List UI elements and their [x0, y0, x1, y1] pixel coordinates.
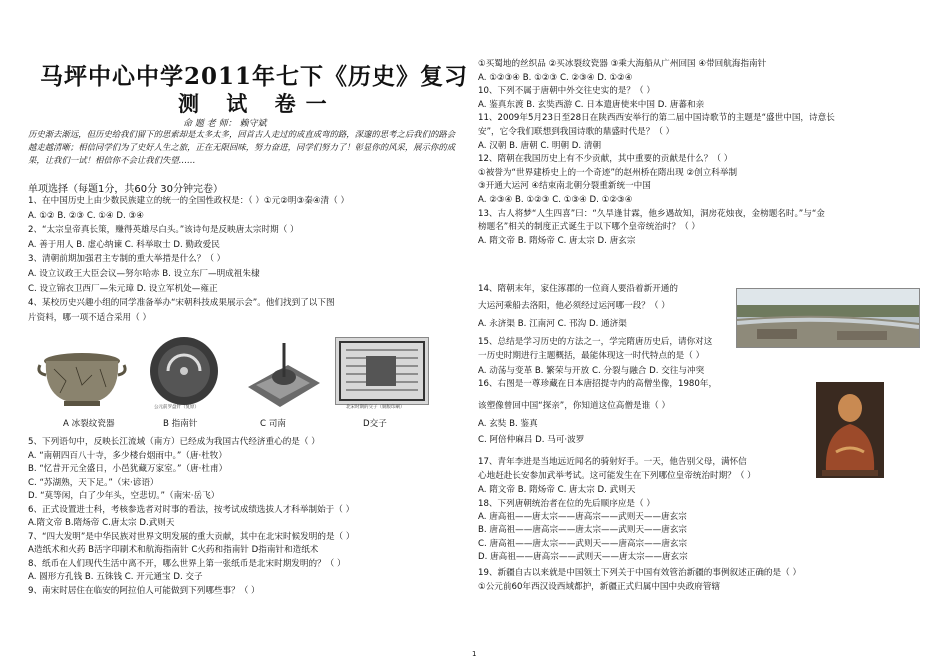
question-line: A. ②③④ B. ①②③ C. ①③④ D. ①②③④: [478, 195, 633, 205]
question-line: 榜题名”相关的制度正式诞生于以下哪个皇帝统治时？（ ）: [478, 222, 701, 233]
question-line: 15、总结是学习历史的方法之一，学完隋唐历史后，请你对这: [478, 337, 713, 347]
question-line: A.隋文帝 B.隋炀帝 C.唐太宗 D.武则天: [28, 518, 175, 528]
grand-canal-photo: [736, 288, 920, 348]
question-line: A. 设立议政王大臣会议—努尔哈赤 B. 设立东厂—明成祖朱棣: [28, 269, 260, 279]
question-line: C. “苏湖熟，天下足。”（宋·谚语）: [28, 477, 159, 488]
question-line: ①公元前60年西汉设西域都护，新疆正式归属中国中央政府管辖: [478, 582, 721, 592]
page-number: 1: [472, 650, 477, 658]
compass-caption: 公元前罗盘针（复原）: [154, 405, 199, 410]
question-line: 4、某校历史兴趣小组的同学准备举办“宋朝科技成果展示会”。他们找到了以下图: [28, 298, 335, 309]
question-line: 安”，它令我们联想到我国诗歌的鼎盛时代是？（ ）: [478, 127, 675, 137]
question-line: A. 唐高祖——唐太宗——唐高宗——武则天——唐玄宗: [478, 512, 687, 522]
exam-title: 马坪中心中学2011年七下《历史》复习: [40, 63, 469, 90]
question-line: 8、纸币在人们现代生活中离不开，哪么世界上第一张纸币是北宋时期发明的？（ ）: [28, 558, 346, 569]
question-line: 17、青年李进是当地远近闻名的骑射好手。一天，他告别父母，满怀信: [478, 457, 747, 467]
question-line: C. 阿倍仲麻吕 D. 马可·波罗: [478, 435, 585, 445]
exam-subtitle: 测 试 卷一: [178, 91, 337, 116]
question-line: A造纸术和火药 B活字印刷术和航海指南针 C火药和指南针 D指南针和造纸术: [28, 545, 319, 555]
question-line: B. 唐高祖——唐高宗——唐太宗——武则天——唐玄宗: [478, 525, 688, 535]
question-line: A. 永济渠 B. 江南河 C. 邗沟 D. 通济渠: [478, 319, 627, 329]
question-line: A. ①②③④ B. ①②③ C. ②③④ D. ①②④: [478, 72, 633, 83]
question-line: A. 动荡与变革 B. 繁荣与开放 C. 分裂与融合 D. 交往与冲突: [478, 366, 705, 376]
compass-disc-image: [138, 335, 230, 413]
question-line: 13、古人将梦“人生四喜”曰：“久旱逢甘霖，他乡遇故知，洞房花烛夜，金榜题名时。”与“金: [478, 208, 825, 219]
question-line: 11、2009年5月23日至28日在陕西西安举行的第二届中国诗歌节的主题是“盛世中国，诗意长: [478, 113, 835, 124]
intro-paragraph: 历史渐去渐远，但历史给我们留下的思索却是太多太多，回首古人走过的成直成弯的路，深邃的思考之后我们的路会越走越清晰；相信同学们为了史好人生之旅，正在无限回味，努力奋进，同学们努力了！彰显你的风采，展示你的成果，让我们一试！相信你不会让我们失望……: [28, 129, 456, 165]
question-line: C. 唐高祖——唐太宗——武则天——唐高宗——唐玄宗: [478, 539, 688, 549]
question-line: ①买蜀地的丝织品 ②买冰裂纹瓷器 ③乘大海船从广州回国 ④带回航海指南针: [478, 59, 767, 69]
image-label-c: C 司南: [260, 419, 286, 429]
section-heading: 单项选择（每题1分，共60分 30分钟完卷）: [28, 184, 223, 195]
image-label-d: D交子: [363, 419, 387, 429]
question-line: 12、隋朝在我国历史上有不少贡献，其中重要的贡献是什么？（ ）: [478, 154, 733, 165]
author-line: 命 题 老 师： 赖守斌: [183, 119, 267, 129]
question-line: 该塑像曾回中国“探亲”，你知道这位高僧是谁（ ）: [478, 401, 671, 411]
question-line: 一历史时期进行主题概括，最能体现这一时代特点的是（ ）: [478, 351, 705, 361]
question-line: C. 设立锦衣卫西厂—朱元璋 D. 设立军机处—雍正: [28, 283, 218, 294]
question-line: 大运河乘船去洛阳，他必须经过运河哪一段？（ ）: [478, 301, 670, 311]
jianzhen-statue-photo: [816, 382, 884, 478]
question-line: A. 圆形方孔钱 B. 五铢钱 C. 开元通宝 D. 交子: [28, 572, 203, 582]
image-label-b: B 指南针: [163, 419, 198, 429]
question-line: 9、南宋时居住在临安的阿拉伯人可能做到下列哪些事？（ ）: [28, 585, 260, 596]
crackle-porcelain-image: [36, 345, 128, 410]
question-line: 7、“四大发明”是中华民族对世界文明发展的重大贡献，其中在北宋时候发明的是（ ）: [28, 531, 355, 542]
question-line: 5、下列语句中，反映长江流域（南方）已经成为我国古代经济重心的是（ ）: [28, 437, 320, 447]
question-line: ①被誉为“世界建桥史上的一个奇迹”的赵州桥在隋出现 ②创立科举制: [478, 167, 738, 178]
question-line: 19、新疆自古以来就是中国领土下列关于中国有效管治新疆的事例叙述正确的是（ ）: [478, 568, 802, 578]
question-line: 14、隋朝末年，家住涿郡的一位商人要沿着新开通的: [478, 284, 678, 294]
image-label-a: A 冰裂纹瓷器: [63, 419, 115, 429]
question-line: 片资料，哪一项不适合采用（ ）: [28, 312, 152, 323]
question-line: D. “莫等闲，白了少年头，空悲切。”（南宋·岳飞）: [28, 491, 220, 501]
sinan-spoon-image: [240, 337, 326, 409]
question-line: A. 汉朝 B. 唐朝 C. 明朝 D. 清朝: [478, 140, 602, 151]
question-line: B. “忆昔开元全盛日，小邑犹藏万家室。”（唐·杜甫）: [28, 464, 228, 474]
jiaozi-caption: 北宋时期的交子（铜版印刷）: [346, 405, 405, 410]
question-line: 16、右图是一尊珍藏在日本唐招提寺内的高僧坐像，1980年，: [478, 379, 718, 389]
question-line: 心地赶赴长安参加武举考试。这可能发生在下列哪位皇帝统治时期？（ ）: [478, 471, 756, 481]
question-line: 6、正式设置进士科，考核参选者对时事的看法，按考试成绩选拔人才科举制始于（ ）: [28, 504, 355, 515]
question-line: A. 隋文帝 B. 隋炀帝 C. 唐太宗 D. 武则天: [478, 485, 636, 495]
question-line: 1、在中国历史上由少数民族建立的统一的全国性政权是：（ ）①元②明③秦④清（ ）: [28, 196, 350, 206]
question-line: 2、“太宗皇帝真长策，赚得英雄尽白头。”该诗句是反映唐太宗时期（ ）: [28, 225, 299, 236]
question-line: A. 善于用人 B. 虚心纳谏 C. 科举取士 D. 勤政爱民: [28, 239, 220, 250]
question-line: A. 鉴真东渡 B. 玄奘西游 C. 日本遣唐使来中国 D. 唐蕃和亲: [478, 99, 705, 110]
jiaozi-banknote-image: [335, 337, 429, 405]
question-line: ③开通大运河 ④结束南北朝分裂重新统一中国: [478, 181, 651, 192]
question-line: A. ①② B. ②③ C. ①④ D. ③④: [28, 210, 144, 221]
question-line: 18、下列唐朝统治者在位的先后顺序应是（ ）: [478, 499, 655, 509]
question-line: 10、下列不属于唐朝中外交往史实的是？（ ）: [478, 86, 655, 97]
question-line: A. “南朝四百八十寺，多少楼台烟雨中。”（唐·杜牧）: [28, 450, 227, 461]
question-line: A. 玄奘 B. 鉴真: [478, 419, 538, 429]
question-line: A. 隋文帝 B. 隋炀帝 C. 唐太宗 D. 唐玄宗: [478, 235, 636, 246]
question-line: 3、清朝前期加强君主专制的重大举措是什么？（ ）: [28, 254, 226, 265]
question-line: D. 唐高祖——唐高宗——武则天——唐太宗——唐玄宗: [478, 552, 688, 562]
